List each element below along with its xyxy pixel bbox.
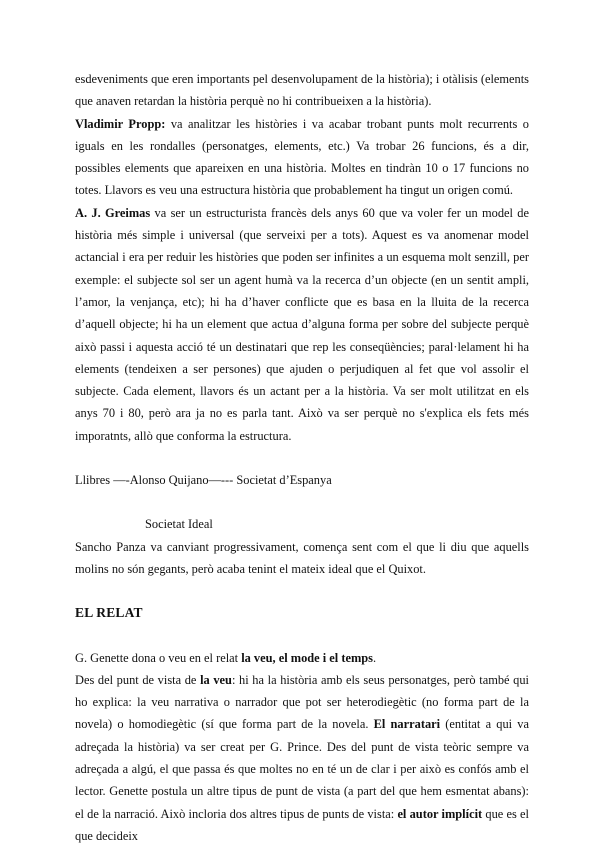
paragraph-propp [75, 113, 529, 202]
genette-text: G. Genette dona o veu en el relat [75, 650, 242, 665]
veu-text-3: (entitat a qui va adreçada la història) va ser creat per G. Prince. Des del punt de vista teòric sempre va adreçada a algú, el que passa és que moltes no en té un de clar i per això es confós amb el lector. Genette postula un altre tipus de punt de vista (a part del que hem esmentat abans): el de la narració. Això incloria dos altres tipus de punts de vista: [75, 717, 529, 821]
greimas-text: va ser un estructurista francès dels anys 60 que va voler fer un model de història més simple i universal (que serveixi per a tots). Aquest es va anomenar model actancial i era per reduir les històries que poden ser infinites a un esquema molt senzill, per exemple: el subjecte sol ser un agent humà va la recerca d’un objecte (en un sentit ampli, l’amor, la venjança, etc); hi ha d’haver conflicte que es basa en la lluita de la recerca d’aquell objecte; hi ha un element que actua d’alguna forma per sobre del subjecte perquè això passi i aquesta acció té un destinatari que rep les conseqüències; paral·lelament hi ha elements (tendeixen a ser persones) que ajuden o perjudiquen al fet que vol assolir el subjecte. Cada element, llavors és un actant per a la història. Va ser molt utilitzat en els anys 70 i 80, però ara ja no es parla tant. Això va ser perquè no s'explica els fets més imporatnts, allò que conforma la estructura. [75, 205, 529, 443]
spacer [75, 491, 529, 513]
spacer [75, 447, 529, 469]
spacer [75, 580, 529, 602]
paragraph-greimas [75, 202, 529, 447]
veu-text-2: : hi ha la història amb els seus personatges, però també qui ho explica: la veu narrativa o narrador que pot ser heterodiegètic (no forma part de la novela) o homodiegètic (sí que forma part de la novela. [75, 672, 529, 732]
paragraph-sancho: Sancho Panza va canviant progressivament, comença sent com el que li diu que aquells molins no són gegants, però acaba tenint el mateix ideal que el Quixot. [75, 539, 529, 576]
veu-bold-2: El narratari [373, 717, 441, 732]
section-heading: EL RELAT [75, 605, 143, 621]
genette-bold: la veu, el mode i el temps [241, 650, 373, 665]
document-body [75, 68, 529, 847]
paragraph-genette [75, 647, 529, 669]
genette-end: . [373, 650, 377, 665]
propp-text: va analitzar les històries i va acabar trobant punts molt recurrents o iguals en les rondalles (personatges, elements, etc.) Va trobar 26 funcions, és a dir, possibles elements que apareixen en una història. Moltes en tindràn 10 o 17 funcions no totes. Llavors es veu una estructura història que probablement ha tingut un origen comú. [75, 116, 529, 198]
veu-text-1: Des del punt de vista de [75, 672, 201, 687]
paragraph-text: esdeveniments que eren importants pel desenvolupament de la història); i otàlisis (elements que anaven retardan la història perquè no hi contribueixen a la història). [75, 72, 529, 109]
veu-bold-3: el autor implícit [397, 806, 483, 821]
books-line: Llibres —-Alonso Quijano—--- Societat d’Espanya [75, 473, 332, 488]
ideal-line: Societat Ideal [145, 517, 213, 532]
greimas-name: A. J. Greimas [75, 205, 151, 220]
paragraph-veu [75, 669, 529, 847]
veu-text-4: que es el que decideix [75, 806, 529, 843]
paragraph-otalisis [75, 68, 529, 113]
spacer [75, 625, 529, 647]
propp-name: Vladimir Propp: [75, 116, 166, 131]
veu-bold-1: la veu [200, 672, 232, 687]
